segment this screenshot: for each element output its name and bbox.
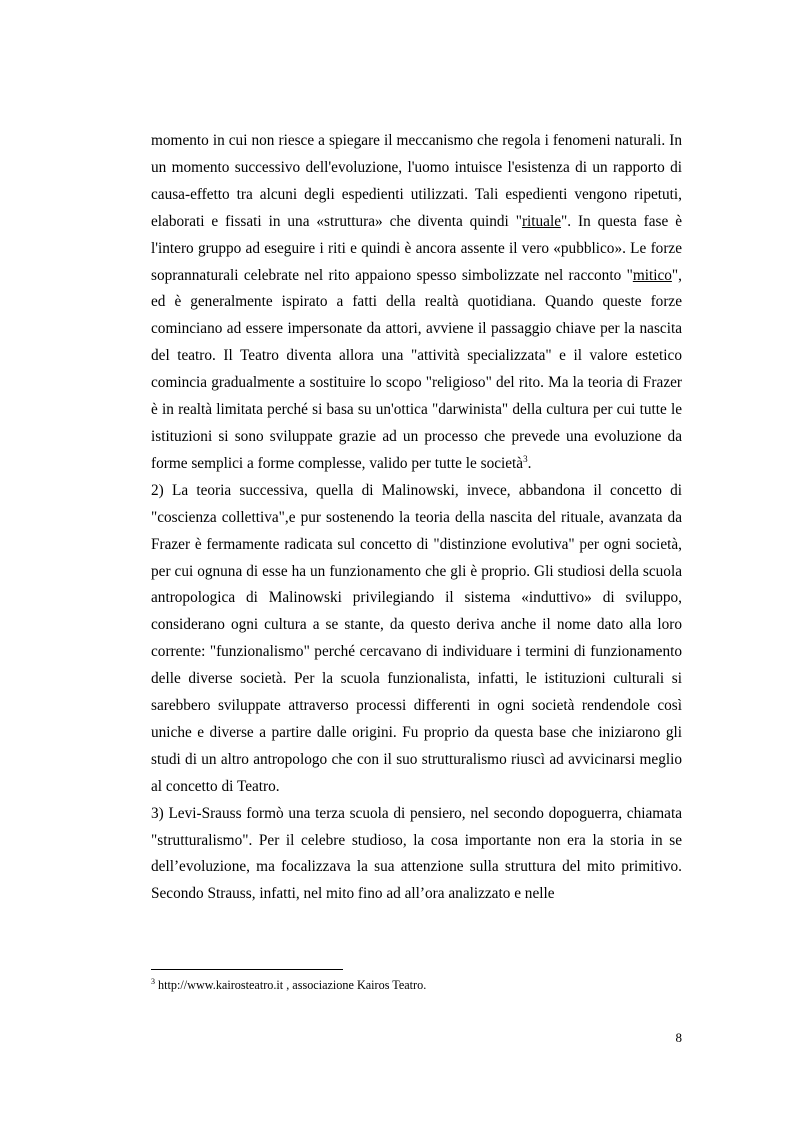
paragraph-1-text-b: ". In questa fase è l'intero gruppo ad eseguire i riti e quindi è ancora assente il vero «pubblico». Le forze soprannaturali celebrate nel rito appaiono spesso simbolizzate nel racconto " <box>151 212 682 284</box>
paragraph-1-text-c: ", ed è generalmente ispirato a fatti della realtà quotidiana. Quando queste forze cominciano ad essere impersonate da attori, avviene il passaggio chiave per la nascita del teatro. Il Teatro diventa allora una "attività specializzata" e il valore estetico comincia gradualmente a sostituire lo scopo "religioso" del rito. Ma la teoria di Frazer è in realtà limitata perché si basa su un'ottica "darwinista" della cultura per cui tutte le istituzioni si sono sviluppate grazie ad un processo che prevede una evoluzione da forme semplici a forme complesse, valido per tutte le società <box>151 266 682 472</box>
paragraph-1-text-d: . <box>527 454 532 472</box>
paragraph-3: 3) Levi-Srauss formò una terza scuola di pensiero, nel secondo dopoguerra, chiamata "strutturalismo". Per il celebre studioso, la cosa importante non era la storia in se dell’evoluzione, ma focalizzava la sua attenzione sulla struttura del mito primitivo. Secondo Strauss, infatti, nel mito fino ad all’ora analizzato e nelle <box>151 804 682 903</box>
footnote-text: http://www.kairosteatro.it , associazione Kairos Teatro. <box>155 978 427 992</box>
page-number: 8 <box>675 1030 682 1045</box>
underlined-term-rituale: rituale <box>521 212 562 230</box>
underlined-term-mitico: mitico <box>632 266 672 284</box>
footnote-separator <box>151 969 343 970</box>
paragraph-1 <box>151 128 682 478</box>
footnote-mark: 3 <box>151 976 155 986</box>
footnote <box>151 977 682 993</box>
paragraph-2: 2) La teoria successiva, quella di Malinowski, invece, abbandona il concetto di "coscienza collettiva",e pur sostenendo la teoria della nascita del rituale, avanzata da Frazer è fermamente radicata sul concetto di "distinzione evolutiva" per ogni società, per cui ognuna di esse ha un funzionamento che gli è proprio. Gli studiosi della scuola antropologica di Malinowski privilegiando il sistema «induttivo» di sviluppo, considerano ogni cultura a se stante, da questo deriva anche il nome dato alla loro corrente: "funzionalismo" perché cercavano di individuare i termini di funzionamento delle diverse società. Per la scuola funzionalista, infatti, le istituzioni culturali si sarebbero sviluppate attraverso processi differenti in ogni società rendendole così uniche e diverse a partire dalle origini. Fu proprio da questa base che iniziarono gli studi di un altro antropologo che con il suo strutturalismo riuscì ad avvicinarsi meglio al concetto di Teatro. <box>151 481 682 795</box>
footnote-reference: 3 <box>523 453 528 464</box>
paragraph-1-text-a: momento in cui non riesce a spiegare il meccanismo che regola i fenomeni naturali. In un momento successivo dell'evoluzione, l'uomo intuisce l'esistenza di un rapporto di causa-effetto tra alcuni degli espedienti utilizzati. Tali espedienti vengono ripetuti, elaborati e fissati in una «struttura» che diventa quindi " <box>151 132 682 230</box>
main-text <box>151 128 682 908</box>
